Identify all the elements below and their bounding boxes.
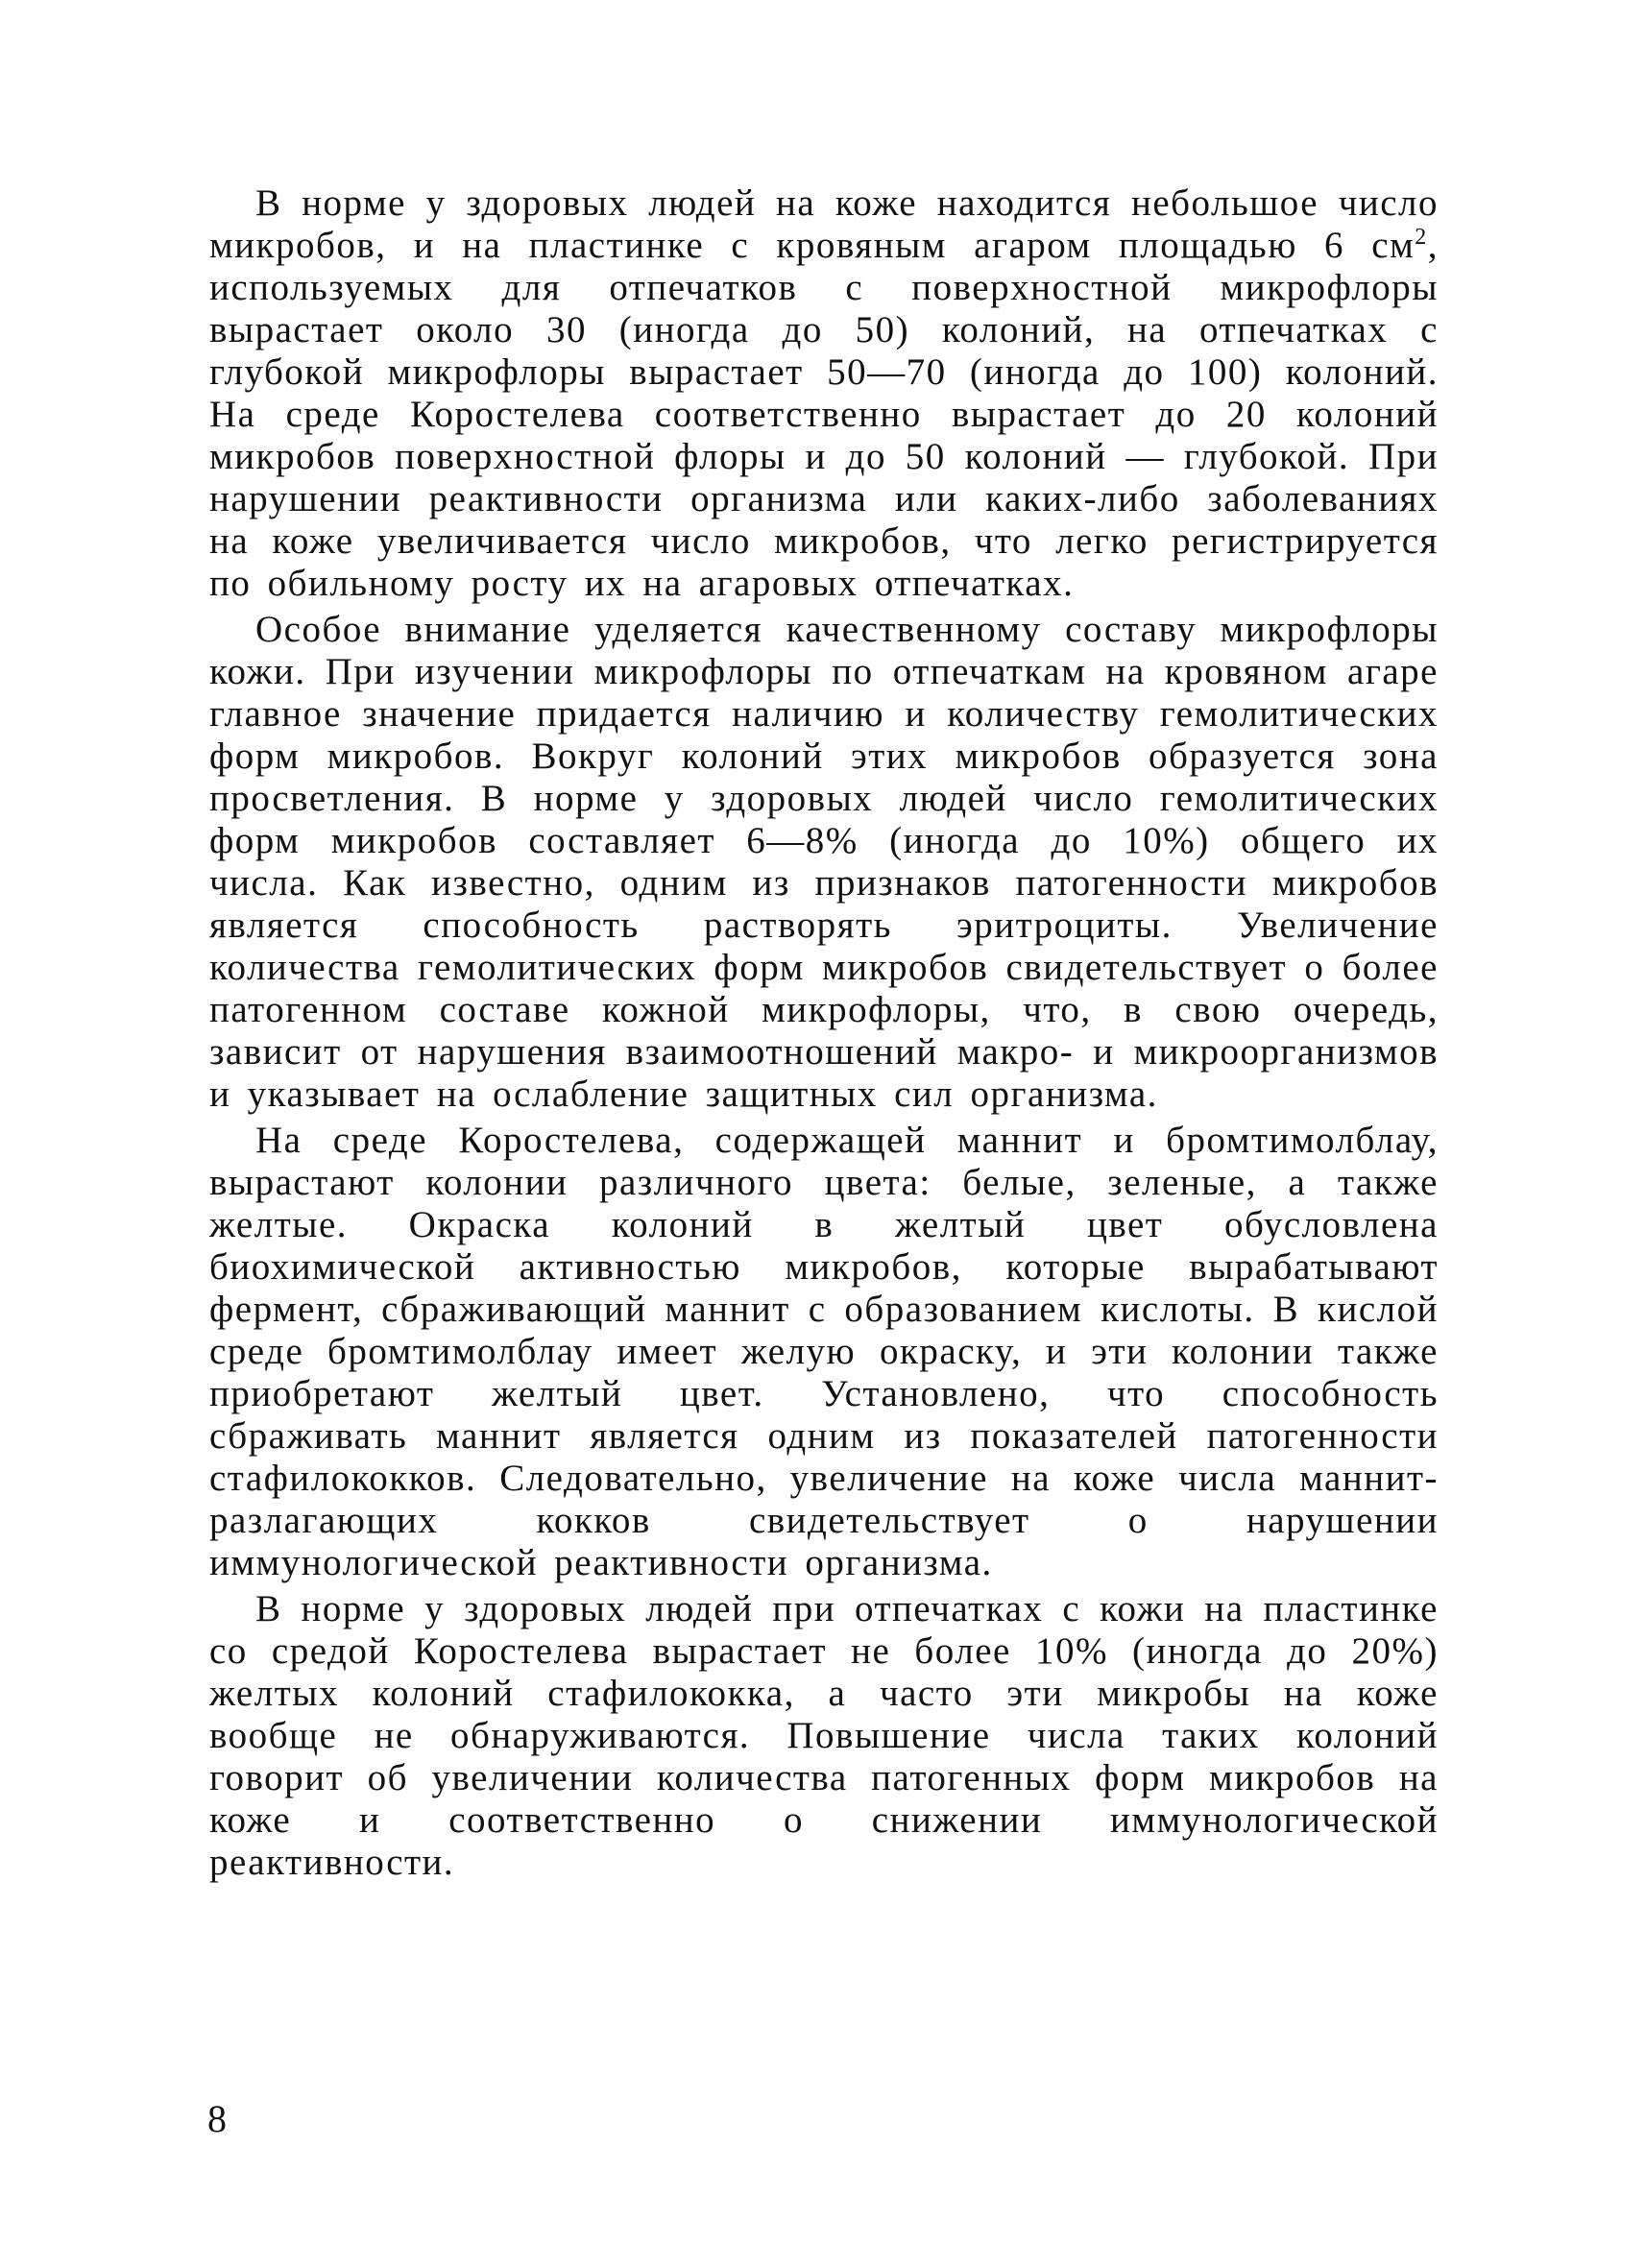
superscript: 2 <box>1415 225 1428 250</box>
body-text <box>209 182 1439 1888</box>
paragraph-text: , используемых для отпечатков с поверхностной микрофлоры вырастает около 30 (иногда до 50) колоний, на отпечатках с глубокой микрофлоры вырастает 50—70 (иногда до 100) колоний. На среде Коростелева соответственно вырастает до 20 колоний микробов поверхностной флоры и до 50 колоний — глубокой. При нарушении реактивности организма или каких-либо заболеваниях на коже увеличивается число микробов, что легко регистрируется по обильному росту их на агаровых отпечатках. <box>209 225 1439 604</box>
paragraph-normal-microflora <box>209 182 1439 605</box>
paragraph-hemolytic-forms: Особое внимание уделяется качественному составу микрофлоры кожи. При изучении микрофлоры по отпечаткам на кровяном агаре главное значение придается наличию и количеству гемолитических форм микробов. Вокруг колоний этих микробов образуется зона просветления. В норме у здоровых людей число гемолитических форм микробов составляет 6—8% (иногда до 10%) общего их числа. Как известно, одним из признаков патогенности микробов является способность растворять эритроциты. Увеличение количества гемолитических форм микробов свидетельствует о более патогенном составе кожной микрофлоры, что, в свою очередь, зависит от нарушения взаимоотношений макро- и микроорганизмов и указывает на ослабление защитных сил организма. <box>209 609 1439 1115</box>
paragraph-text: В норме у здоровых людей на коже находится небольшое число микробов, и на пластинке с кровяным агаром площадью 6 см <box>209 182 1439 266</box>
paragraph-korostelev-medium: На среде Коростелева, содержащей маннит и бромтимолблау, вырастают колонии различного цвета: белые, зеленые, а также желтые. Окраска колоний в желтый цвет обусловлена биохимической активностью микробов, которые вырабатывают фермент, сбраживающий маннит с образованием кислоты. В кислой среде бромтимолблау имеет желую окраску, и эти колонии также приобретают желтый цвет. Установлено, что способность сбраживать маннит является одним из показателей патогенности стафилококков. Следовательно, увеличение на коже числа маннит-разлагающих кокков свидетельствует о нарушении иммунологической реактивности организма. <box>209 1120 1439 1583</box>
paragraph-yellow-colonies: В норме у здоровых людей при отпечатках с кожи на пластинке со средой Коростелева вырастает не более 10% (иногда до 20%) желтых колоний стафилококка, а часто эти микробы на коже вообще не обнаруживаются. Повышение числа таких колоний говорит об увеличении количества патогенных форм микробов на коже и соответственно о снижении иммунологической реактивности. <box>209 1588 1439 1883</box>
page-number: 8 <box>207 2097 227 2140</box>
